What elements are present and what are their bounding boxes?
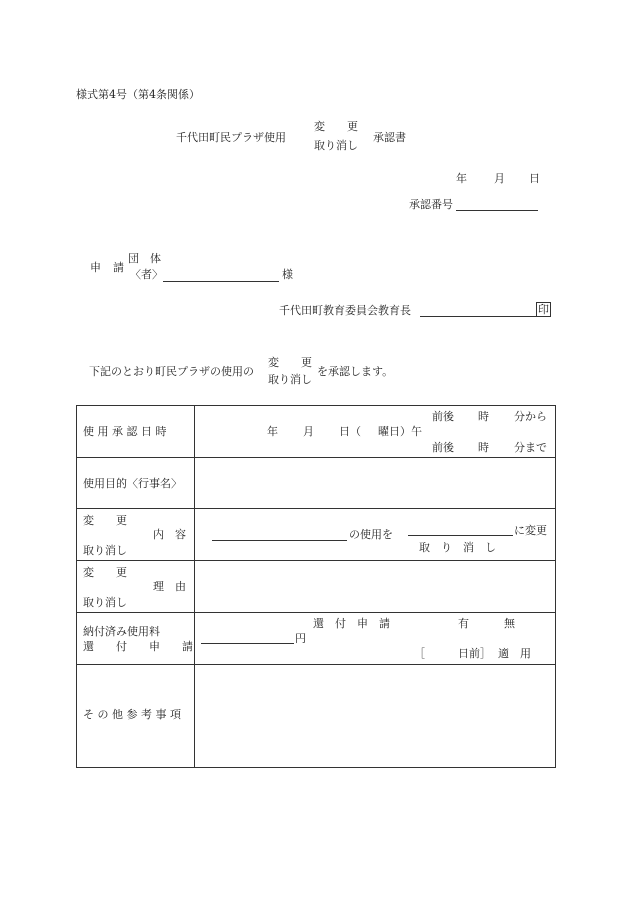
label-change-content [77,509,195,561]
field-purpose[interactable] [195,458,556,509]
form-number: 様式第4号（第4条関係） [76,88,200,101]
field-change-content[interactable] [195,509,556,561]
refund-yes-option[interactable]: 有 [458,617,469,630]
issuer-label: 千代田町教育委員会教育長 [279,304,411,317]
row-change-content [77,509,556,561]
title-suffix: 承認書 [373,131,406,144]
label-reason-change: 変 更 [83,566,127,579]
dt-start-hour: 時 [478,410,489,423]
paid-fee-field[interactable] [201,643,294,644]
row-purpose [77,458,556,509]
dt-year-label: 年 [267,425,278,438]
applicant-person-label: 〈者〉 [130,268,163,281]
row-other-notes [77,665,556,768]
row-approval-datetime [77,406,556,458]
label-content-content: 内 容 [153,528,186,541]
dt-start-ampm: 前後 [432,410,454,423]
label-approval-datetime-text: 使 用 承 認 日 時 [83,425,167,438]
applies-label: 適 用 [498,647,531,660]
dt-end-minute: 分まで [514,441,547,454]
dt-weekday-label: 曜日）午 [378,425,422,438]
change-to-field[interactable] [408,535,513,536]
label-approval-datetime [77,406,195,458]
label-content-cancel: 取り消し [83,544,127,557]
yen-label: 円 [295,632,306,645]
approval-number-label: 承認番号 [409,198,453,211]
label-refund [77,613,195,665]
dt-month-label: 月 [303,425,314,438]
change-from-field[interactable] [212,540,347,541]
label-refund-line1: 納付済み使用料 [83,625,160,638]
date-month-label: 月 [494,172,505,185]
label-refund-line2: 還 付 申 請 [83,640,193,653]
label-change-reason [77,561,195,613]
days-before-label: 日前］ [458,647,491,660]
applicant-label-sei: 請 [113,261,124,274]
dt-start-minute: 分から [514,410,547,423]
title-option-cancel: 取り消し [314,139,358,152]
date-year-label: 年 [456,172,467,185]
label-other-notes-text: そ の 他 参 考 事 項 [83,708,181,721]
title-option-change: 変 更 [314,120,358,133]
text-cancel: 取 り 消 し [419,541,496,554]
row-refund [77,613,556,665]
statement-prefix: 下記のとおり町民プラザの使用の [89,365,254,378]
approval-details-table [76,405,556,768]
label-reason-cancel: 取り消し [83,596,127,609]
label-content-change: 変 更 [83,514,127,527]
bracket-open: ［ [414,647,425,660]
dt-day-label: 日（ [339,425,361,438]
applicant-group-label: 団 体 [128,252,161,265]
applicant-honorific: 様 [282,268,293,281]
dt-end-hour: 時 [478,441,489,454]
issuer-signature-field[interactable] [420,316,536,317]
document-title: 千代田町民プラザ使用 [176,131,286,144]
row-change-reason [77,561,556,613]
applicant-name-field[interactable] [163,281,279,282]
field-change-reason[interactable] [195,561,556,613]
text-change: に変更 [514,524,547,537]
text-use: の使用を [349,528,393,541]
applicant-label-shin: 申 [90,261,101,274]
refund-no-option[interactable]: 無 [504,617,515,630]
refund-application-label: 還 付 申 請 [313,617,390,630]
dt-end-ampm: 前後 [432,441,454,454]
date-day-label: 日 [529,172,540,185]
field-refund[interactable] [195,613,556,665]
statement-option-cancel: 取り消し [268,373,312,386]
field-approval-datetime[interactable] [195,406,556,458]
approval-number-field[interactable] [456,210,538,211]
label-reason-reason: 理 由 [153,580,186,593]
statement-option-change: 変 更 [268,356,312,369]
statement-suffix: を承認します。 [317,365,394,378]
label-purpose [77,458,195,509]
field-other-notes[interactable] [195,665,556,768]
label-other-notes [77,665,195,768]
seal-mark: 印 [538,303,549,316]
label-purpose-text: 使用目的〈行事名〉 [83,477,182,490]
